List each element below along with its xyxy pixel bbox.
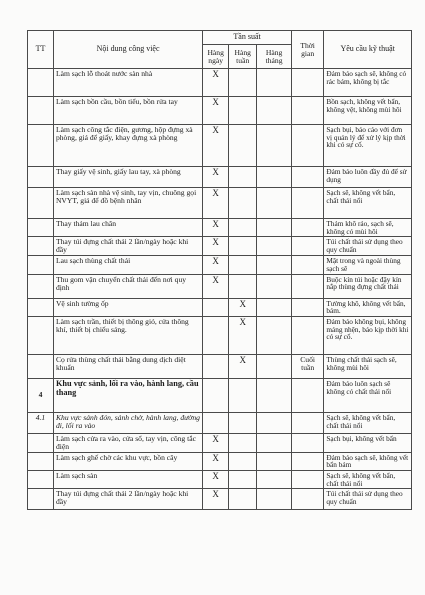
time-cell xyxy=(291,298,323,316)
table-row xyxy=(28,219,412,237)
task-description: Thay túi đựng chất thải 2 lần/ngày hoặc khi đầy xyxy=(53,237,202,256)
row-number xyxy=(28,489,54,510)
task-description: Khu vực sảnh đón, sảnh chờ, hành lang, đường đi, lối ra vào xyxy=(53,412,202,433)
table-body xyxy=(28,69,412,510)
time-cell xyxy=(291,471,323,489)
header-daily: Hàng ngày xyxy=(203,45,229,69)
table-row xyxy=(28,274,412,298)
technical-requirement: Sạch bụi, không vết bẩn xyxy=(324,433,412,452)
technical-requirement: Buộc kín túi hoặc đậy kín nắp thùng đựng chất thải xyxy=(324,274,412,298)
row-number xyxy=(28,274,54,298)
monthly-mark xyxy=(257,452,292,470)
time-cell xyxy=(291,489,323,510)
monthly-mark xyxy=(257,188,292,219)
daily-mark xyxy=(203,354,229,378)
weekly-mark xyxy=(229,256,257,274)
time-cell xyxy=(291,219,323,237)
table-row xyxy=(28,452,412,470)
table-row xyxy=(28,125,412,167)
weekly-mark xyxy=(229,378,257,412)
row-number xyxy=(28,452,54,470)
daily-mark: X xyxy=(203,97,229,125)
technical-requirement: Sạch sẽ, không vết bẩn, chất thải nổi xyxy=(324,188,412,219)
monthly-mark xyxy=(257,237,292,256)
header-tt: TT xyxy=(28,31,54,69)
monthly-mark xyxy=(257,167,292,188)
task-description: Vệ sinh tường ốp xyxy=(53,298,202,316)
weekly-mark xyxy=(229,167,257,188)
table-row xyxy=(28,471,412,489)
row-number xyxy=(28,97,54,125)
task-description: Làm sạch sàn xyxy=(53,471,202,489)
task-description: Làm sạch sàn nhà vệ sinh, tay vịn, chuông gọi NVYT, giá để đồ bệnh nhân xyxy=(53,188,202,219)
technical-requirement: Đảm bảo sạch sẽ, không vết bẩn bám xyxy=(324,452,412,470)
monthly-mark xyxy=(257,316,292,354)
task-description: Thay giấy vệ sinh, giấy lau tay, xà phòng xyxy=(53,167,202,188)
daily-mark: X xyxy=(203,125,229,167)
table-row xyxy=(28,237,412,256)
technical-requirement: Tường khô, không vết bẩn, bám. xyxy=(324,298,412,316)
time-cell: Cuối tuần xyxy=(291,354,323,378)
monthly-mark xyxy=(257,412,292,433)
weekly-mark xyxy=(229,125,257,167)
monthly-mark xyxy=(257,69,292,97)
daily-mark: X xyxy=(203,188,229,219)
row-number xyxy=(28,125,54,167)
row-number: 4 xyxy=(28,378,54,412)
cleaning-schedule-table xyxy=(27,30,412,510)
weekly-mark xyxy=(229,412,257,433)
monthly-mark xyxy=(257,433,292,452)
task-description: Làm sạch trần, thiết bị thông gió, cửa thông khí, thiết bị chiếu sáng. xyxy=(53,316,202,354)
row-number xyxy=(28,256,54,274)
weekly-mark: X xyxy=(229,354,257,378)
row-number: 4.1 xyxy=(28,412,54,433)
task-description: Thay túi đựng chất thải 2 lần/ngày hoặc khi đầy xyxy=(53,489,202,510)
task-description: Thu gom vận chuyển chất thải đến nơi quy định xyxy=(53,274,202,298)
task-description: Cọ rửa thùng chất thải bằng dung dịch diệt khuẩn xyxy=(53,354,202,378)
time-cell xyxy=(291,412,323,433)
monthly-mark xyxy=(257,219,292,237)
header-content: Nội dung công việc xyxy=(53,31,202,69)
technical-requirement: Đảm bảo sạch sẽ, không có rác bám, không bị tắc xyxy=(324,69,412,97)
weekly-mark xyxy=(229,237,257,256)
time-cell xyxy=(291,452,323,470)
table-row xyxy=(28,433,412,452)
technical-requirement: Thùng chất thải sạch sẽ, không mùi hôi xyxy=(324,354,412,378)
table-row xyxy=(28,256,412,274)
section-row xyxy=(28,378,412,412)
technical-requirement: Thảm khô ráo, sạch sẽ, không có mùi hôi xyxy=(324,219,412,237)
time-cell xyxy=(291,69,323,97)
time-cell xyxy=(291,125,323,167)
weekly-mark xyxy=(229,274,257,298)
task-description: Làm sạch lỗ thoát nước sàn nhà xyxy=(53,69,202,97)
weekly-mark xyxy=(229,69,257,97)
technical-requirement: Đảm bảo không bụi, không mảng nhện, báo kịp thời khi có sự cố. xyxy=(324,316,412,354)
daily-mark: X xyxy=(203,219,229,237)
daily-mark: X xyxy=(203,256,229,274)
monthly-mark xyxy=(257,298,292,316)
daily-mark xyxy=(203,412,229,433)
daily-mark xyxy=(203,378,229,412)
weekly-mark xyxy=(229,219,257,237)
technical-requirement: Sạch bụi, báo cáo với đơn vị quản lý để xử lý kịp thời khi có sự cố. xyxy=(324,125,412,167)
table-row xyxy=(28,298,412,316)
row-number xyxy=(28,167,54,188)
time-cell xyxy=(291,167,323,188)
row-number xyxy=(28,354,54,378)
daily-mark: X xyxy=(203,433,229,452)
technical-requirement: Mặt trong và ngoài thùng sạch sẽ xyxy=(324,256,412,274)
header-requirement: Yêu cầu kỹ thuật xyxy=(324,31,412,69)
monthly-mark xyxy=(257,256,292,274)
time-cell xyxy=(291,274,323,298)
header-weekly: Hàng tuần xyxy=(229,45,257,69)
daily-mark: X xyxy=(203,237,229,256)
header-time: Thời gian xyxy=(291,31,323,69)
technical-requirement: Sạch sẽ, không vết bẩn, chất thải nổi xyxy=(324,412,412,433)
daily-mark: X xyxy=(203,452,229,470)
monthly-mark xyxy=(257,489,292,510)
task-description: Làm sạch công tắc điện, gương, hộp đựng xà phòng, giá để giấy, khay đựng xà phòng xyxy=(53,125,202,167)
table-row xyxy=(28,489,412,510)
weekly-mark xyxy=(229,489,257,510)
monthly-mark xyxy=(257,125,292,167)
table-row xyxy=(28,69,412,97)
task-description: Làm sạch cửa ra vào, cửa sổ, tay vịn, công tắc điện xyxy=(53,433,202,452)
row-number xyxy=(28,237,54,256)
row-number xyxy=(28,433,54,452)
row-number xyxy=(28,69,54,97)
table-row xyxy=(28,97,412,125)
row-number xyxy=(28,219,54,237)
weekly-mark xyxy=(229,433,257,452)
header-frequency: Tần suất xyxy=(203,31,292,45)
monthly-mark xyxy=(257,471,292,489)
header-row-top xyxy=(28,31,412,45)
task-description: Thay thảm lau chân xyxy=(53,219,202,237)
time-cell xyxy=(291,378,323,412)
table-row xyxy=(28,167,412,188)
task-description: Lau sạch thùng chất thải xyxy=(53,256,202,274)
weekly-mark xyxy=(229,471,257,489)
weekly-mark: X xyxy=(229,298,257,316)
daily-mark: X xyxy=(203,167,229,188)
technical-requirement: Bồn sạch, không vết bẩn, không vệt, không mùi hôi xyxy=(324,97,412,125)
row-number xyxy=(28,298,54,316)
monthly-mark xyxy=(257,274,292,298)
header-monthly: Hàng tháng xyxy=(257,45,292,69)
row-number xyxy=(28,188,54,219)
time-cell xyxy=(291,237,323,256)
technical-requirement: Sạch sẽ, không vết bẩn, chất thải nổi xyxy=(324,471,412,489)
daily-mark: X xyxy=(203,69,229,97)
daily-mark xyxy=(203,298,229,316)
time-cell xyxy=(291,97,323,125)
table-row xyxy=(28,316,412,354)
weekly-mark xyxy=(229,452,257,470)
weekly-mark: X xyxy=(229,316,257,354)
row-number xyxy=(28,471,54,489)
daily-mark: X xyxy=(203,471,229,489)
technical-requirement: Túi chất thải sử dụng theo quy chuẩn xyxy=(324,489,412,510)
time-cell xyxy=(291,433,323,452)
time-cell xyxy=(291,188,323,219)
subsection-row xyxy=(28,412,412,433)
task-description: Khu vực sảnh, lối ra vào, hành lang, cầu thang xyxy=(53,378,202,412)
daily-mark xyxy=(203,316,229,354)
row-number xyxy=(28,316,54,354)
daily-mark: X xyxy=(203,489,229,510)
monthly-mark xyxy=(257,354,292,378)
weekly-mark xyxy=(229,97,257,125)
table-row xyxy=(28,354,412,378)
table-row xyxy=(28,188,412,219)
monthly-mark xyxy=(257,378,292,412)
technical-requirement: Túi chất thải sử dụng theo quy chuẩn xyxy=(324,237,412,256)
weekly-mark xyxy=(229,188,257,219)
technical-requirement: Đảm bảo luôn sạch sẽ không có chất thải nổi xyxy=(324,378,412,412)
time-cell xyxy=(291,316,323,354)
technical-requirement: Đảm bảo luôn đầy đủ để sử dụng xyxy=(324,167,412,188)
task-description: Làm sạch bồn cầu, bồn tiểu, bồn rửa tay xyxy=(53,97,202,125)
time-cell xyxy=(291,256,323,274)
task-description: Làm sạch ghế chờ các khu vực, bồn cây xyxy=(53,452,202,470)
daily-mark: X xyxy=(203,274,229,298)
monthly-mark xyxy=(257,97,292,125)
